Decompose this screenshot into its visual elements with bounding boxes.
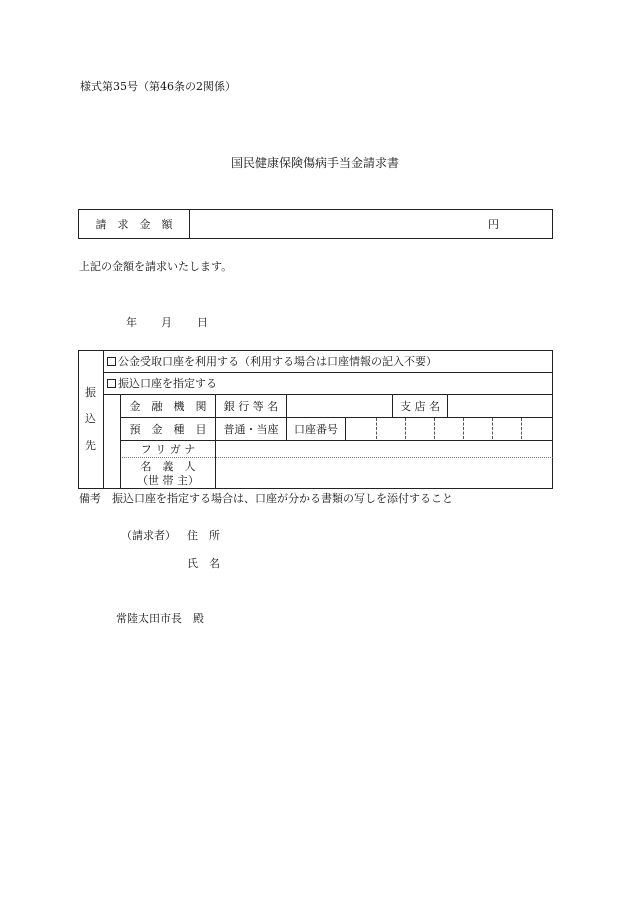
holder-label: 名 義 人 — [140, 459, 196, 473]
date-day-label: 日 — [197, 316, 208, 329]
claim-amount-label: 請 求 金 額 — [95, 217, 173, 231]
account-number-field[interactable] — [346, 418, 552, 440]
note: 備考 振込口座を指定する場合は、口座が分かる書類の写しを添付すること — [79, 492, 453, 505]
bank-label: 銀 行 等 名 — [223, 399, 279, 413]
option-public-account-label: 公金受取口座を利用する（利用する場合は口座情報の記入不要） — [118, 355, 437, 368]
yen-unit: 円 — [488, 218, 499, 231]
branch-label: 支 店 名 — [400, 399, 440, 413]
date-month-label: 月 — [161, 316, 172, 329]
option-specify-account-label: 振込口座を指定する — [118, 377, 217, 390]
deposit-type-label: 預 金 種 目 — [129, 422, 207, 436]
holder-name-field[interactable] — [216, 458, 552, 488]
address-label: 住 所 — [187, 529, 220, 542]
checkbox-specify-account[interactable] — [107, 379, 116, 388]
account-number-label: 口座番号 — [294, 422, 338, 436]
deposit-type-value[interactable]: 普通・当座 — [223, 422, 279, 436]
applicant-role-label: （請求者） — [121, 529, 176, 542]
form-number: 様式第35号（第46条の2関係） — [80, 80, 236, 93]
page-title: 国民健康保険傷病手当金請求書 — [230, 156, 399, 170]
name-label: 氏 名 — [187, 557, 220, 570]
request-statement: 上記の金額を請求いたします。 — [79, 260, 233, 273]
side-label-3: 先 — [85, 439, 96, 452]
date-year-label: 年 — [126, 316, 137, 329]
furigana-field[interactable] — [216, 441, 552, 457]
side-label-1: 振 — [85, 386, 96, 399]
option-specify-account[interactable] — [107, 378, 217, 389]
holder-sub-label: （世 帯 主） — [137, 473, 199, 487]
side-label-2: 込 — [85, 412, 96, 425]
branch-name-field[interactable] — [448, 395, 552, 417]
bank-name-field[interactable] — [287, 395, 392, 417]
institution-label: 金 融 機 関 — [129, 399, 207, 413]
addressee: 常陸太田市長 殿 — [116, 612, 204, 625]
option-public-account[interactable] — [107, 356, 437, 367]
checkbox-public-account[interactable] — [107, 357, 116, 366]
furigana-label: フ リ ガ ナ — [140, 442, 196, 456]
claim-amount-field[interactable] — [195, 210, 475, 238]
